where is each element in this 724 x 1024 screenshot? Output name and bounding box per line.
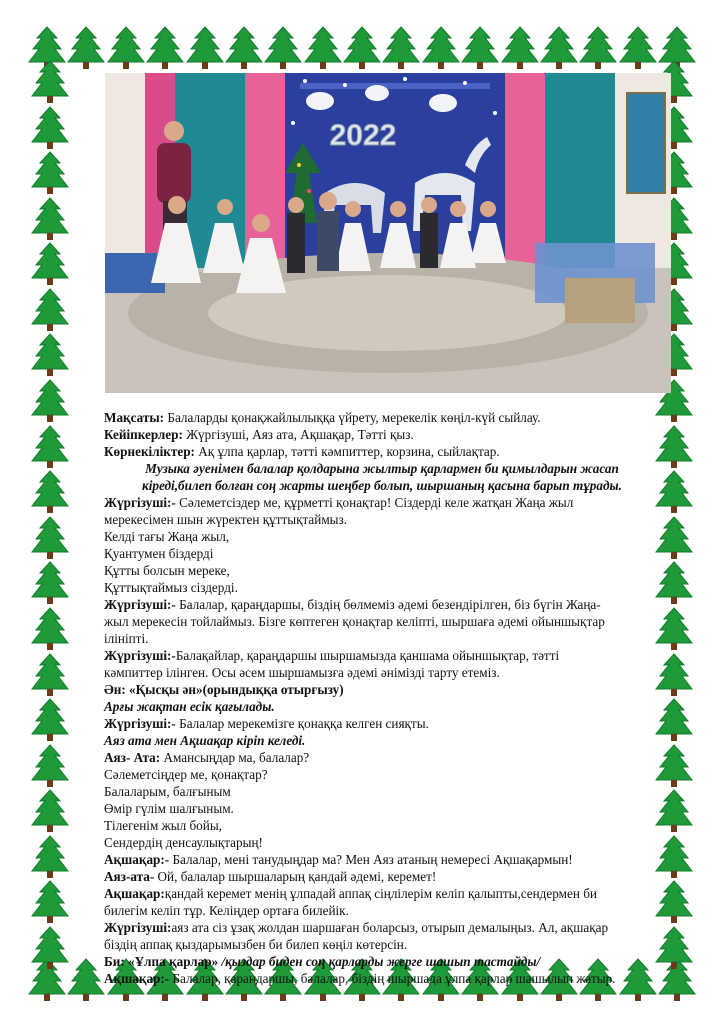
- document-body: [104, 409, 660, 987]
- fir-tree-icon: [655, 789, 693, 833]
- line-text: Келді тағы Жаңа жыл,: [104, 529, 230, 544]
- line-text: Жүргізуші, Аяз ата, Ақшақар, Тәтті қыз.: [182, 427, 414, 442]
- line-text: Сәлеметсіздер ме, құрметті қонақтар! Сіздерді келе жатқан Жаңа жыл: [175, 495, 574, 510]
- fir-tree-icon: [655, 561, 693, 605]
- fir-tree-icon: [31, 744, 69, 788]
- fir-tree-icon: [461, 26, 499, 70]
- text-line: [104, 613, 660, 630]
- fir-tree-icon: [501, 26, 539, 70]
- fir-tree-icon: [422, 26, 460, 70]
- banner-year: [330, 119, 397, 152]
- line-label: Ақшақар:-: [104, 971, 170, 986]
- line-label: Жүргізуші:: [104, 920, 172, 935]
- line-text: Құтты болсын мереке,: [104, 563, 230, 578]
- text-line: [104, 511, 660, 528]
- line-text: Өмір гүлім шалғыным.: [104, 801, 234, 816]
- fir-tree-icon: [186, 26, 224, 70]
- fir-tree-icon: [655, 835, 693, 879]
- fir-tree-icon: [31, 242, 69, 286]
- text-line: [104, 477, 660, 494]
- line-text: Қуантумен біздерді: [104, 546, 214, 561]
- fir-tree-icon: [31, 470, 69, 514]
- text-line: [104, 936, 660, 953]
- text-line: [104, 545, 660, 562]
- stage-direction: Арғы жақтан есік қағылады.: [104, 699, 275, 714]
- fir-tree-icon: [225, 26, 263, 70]
- text-line: [104, 528, 660, 545]
- line-text: Балалар, қараңдаршы, балалар, біздің шыршада ұлпа қарлар шашылып жатыр.: [169, 971, 616, 986]
- text-line: [104, 698, 660, 715]
- line-label: Жүргізуші:-: [104, 716, 176, 731]
- fir-tree-icon: [107, 26, 145, 70]
- line-label: Би: «Ұлпа қарлар»: [104, 954, 219, 969]
- text-line: [104, 834, 660, 851]
- line-text: кәмпиттер ілінген. Осы әсем шыршамызға әдемі әнімізді тарту етеміз.: [104, 665, 500, 680]
- fir-tree-icon: [31, 880, 69, 924]
- line-text: Сендердің денсаулықтарың!: [104, 835, 263, 850]
- line-label: Жүргізуші:-: [104, 495, 176, 510]
- text-line: [104, 868, 660, 885]
- fir-tree-icon: [655, 926, 693, 970]
- line-text: Құттықтаймыз сіздерді.: [104, 580, 238, 595]
- line-label: Көрнекіліктер:: [104, 444, 195, 459]
- fir-tree-icon: [67, 26, 105, 70]
- text-line: [104, 885, 660, 902]
- line-label: Аяз- Ата:: [104, 750, 161, 765]
- text-line: [104, 800, 660, 817]
- fir-tree-icon: [31, 607, 69, 651]
- line-label: Ақшақар:-: [104, 852, 170, 867]
- line-text: Балаларды қонақжайлылыққа үйрету, мерекелік көңіл-күй сыйлау.: [164, 410, 541, 425]
- fir-tree-icon: [31, 789, 69, 833]
- text-line: [104, 409, 660, 426]
- fir-tree-icon: [619, 26, 657, 70]
- fir-tree-icon: [67, 958, 105, 1002]
- fir-tree-icon: [264, 26, 302, 70]
- fir-tree-icon: [655, 698, 693, 742]
- text-line: [104, 443, 660, 460]
- line-label: Жүргізуші:-: [104, 648, 176, 663]
- text-line: [104, 902, 660, 919]
- fir-tree-icon: [31, 698, 69, 742]
- text-line: [104, 647, 660, 664]
- line-text: ілініпті.: [104, 631, 149, 646]
- text-line: [104, 851, 660, 868]
- fir-tree-icon: [655, 470, 693, 514]
- text-line: [104, 919, 660, 936]
- fir-tree-icon: [579, 26, 617, 70]
- text-line: [104, 596, 660, 613]
- fir-tree-icon: [31, 835, 69, 879]
- text-line: [104, 732, 660, 749]
- line-label: Мақсаты:: [104, 410, 165, 425]
- fir-tree-icon: [343, 26, 381, 70]
- svg-text:2022: 2022: [329, 119, 397, 152]
- fir-tree-icon: [146, 26, 184, 70]
- fir-tree-icon: [31, 561, 69, 605]
- line-text: Балаларым, балғыным: [104, 784, 231, 799]
- fir-tree-icon: [31, 106, 69, 150]
- line-label: Ән: «Қысқы ән»(орындыққа отырғызу): [104, 682, 344, 697]
- line-text: билегім келіп тұр. Келіңдер ортаға билейік.: [104, 903, 349, 918]
- line-label: Кейіпкерлер:: [104, 427, 183, 442]
- fir-tree-icon: [655, 607, 693, 651]
- line-text: Амансыңдар ма, балалар?: [160, 750, 310, 765]
- line-text: мерекесімен шын жүректен құттықтаймыз.: [104, 512, 348, 527]
- text-line: [104, 749, 660, 766]
- border-left: [30, 60, 70, 970]
- line-text: Балалар мерекемізге қонаққа келген сияқты.: [175, 716, 429, 731]
- fir-tree-icon: [540, 26, 578, 70]
- fir-tree-icon: [31, 197, 69, 241]
- fir-tree-icon: [31, 379, 69, 423]
- border-top: [28, 26, 696, 72]
- text-line: [104, 460, 660, 477]
- fir-tree-icon: [31, 926, 69, 970]
- text-line: [104, 681, 660, 698]
- stage-direction: Музыка әуенімен балалар қолдарына жылтыр қарлармен би қимылдарын жасап: [145, 461, 619, 476]
- fir-tree-icon: [31, 333, 69, 377]
- text-line: [104, 630, 660, 647]
- line-label: Жүргізуші:-: [104, 597, 176, 612]
- fir-tree-icon: [31, 288, 69, 332]
- fir-tree-icon: [31, 425, 69, 469]
- line-text: аяз ата сіз ұзақ жолдан шаршаған боларсыз, отырып демалыңыз. Ал, ақшақар: [171, 920, 609, 935]
- celebration-photo: [105, 73, 671, 393]
- line-label: Аяз-ата-: [104, 869, 155, 884]
- fir-tree-icon: [655, 425, 693, 469]
- line-text: біздің аппақ қыздарымызбен би билеп көңіл көтерсін.: [104, 937, 408, 952]
- stage-direction: Аяз ата мен Ақшақар кіріп келеді.: [104, 733, 306, 748]
- line-text: Балалар, мені танудыңдар ма? Мен Аяз атаның немересі Ақшақармын!: [169, 852, 573, 867]
- line-text: Сәлеметсіңдер ме, қонақтар?: [104, 767, 268, 782]
- fir-tree-icon: [31, 151, 69, 195]
- fir-tree-icon: [31, 653, 69, 697]
- fir-tree-icon: [655, 653, 693, 697]
- line-text: Балалар, қараңдаршы, біздің бөлмеміз әдемі безендірілген, біз бүгін Жаңа-: [175, 597, 601, 612]
- text-line: [104, 766, 660, 783]
- text-line: [104, 562, 660, 579]
- line-text: Ой, балалар шыршаларың қандай әдемі, керемет!: [154, 869, 437, 884]
- line-text: Тілегенім жыл бойы,: [104, 818, 222, 833]
- text-line: [104, 715, 660, 732]
- text-line: [104, 494, 660, 511]
- text-line: [104, 579, 660, 596]
- fir-tree-icon: [655, 516, 693, 560]
- text-line: [104, 970, 660, 987]
- fir-tree-icon: [655, 880, 693, 924]
- stage-direction: кіреді,билеп болған соң жарты шеңбер болып, шыршаның қасына барып тұрады.: [142, 478, 622, 493]
- text-line: [104, 783, 660, 800]
- line-text: Балақайлар, қараңдаршы шыршамызда қаншама ойыншықтар, тәтті: [175, 648, 560, 663]
- line-text: жыл мерекесін тойлаймыз. Бізге көптеген қонақтар келіпті, шыршаға әдемі ойыншықтар: [104, 614, 605, 629]
- text-line: [104, 817, 660, 834]
- stage-direction: /қыздар биден соң қарларды жерге шашып тастайды/: [218, 954, 541, 969]
- text-line: [104, 426, 660, 443]
- fir-tree-icon: [382, 26, 420, 70]
- line-label: Ақшақар:: [104, 886, 165, 901]
- line-text: Ақ ұлпа қарлар, тәтті кәмпиттер, корзина, сыйлақтар.: [194, 444, 500, 459]
- text-line: [104, 953, 660, 970]
- text-line: [104, 664, 660, 681]
- line-text: қандай керемет менің ұлпадай аппақ сіңлілерім келіп қалыпты,сендермен би: [164, 886, 597, 901]
- fir-tree-icon: [31, 516, 69, 560]
- fir-tree-icon: [304, 26, 342, 70]
- fir-tree-icon: [655, 744, 693, 788]
- fir-tree-icon: [31, 60, 69, 104]
